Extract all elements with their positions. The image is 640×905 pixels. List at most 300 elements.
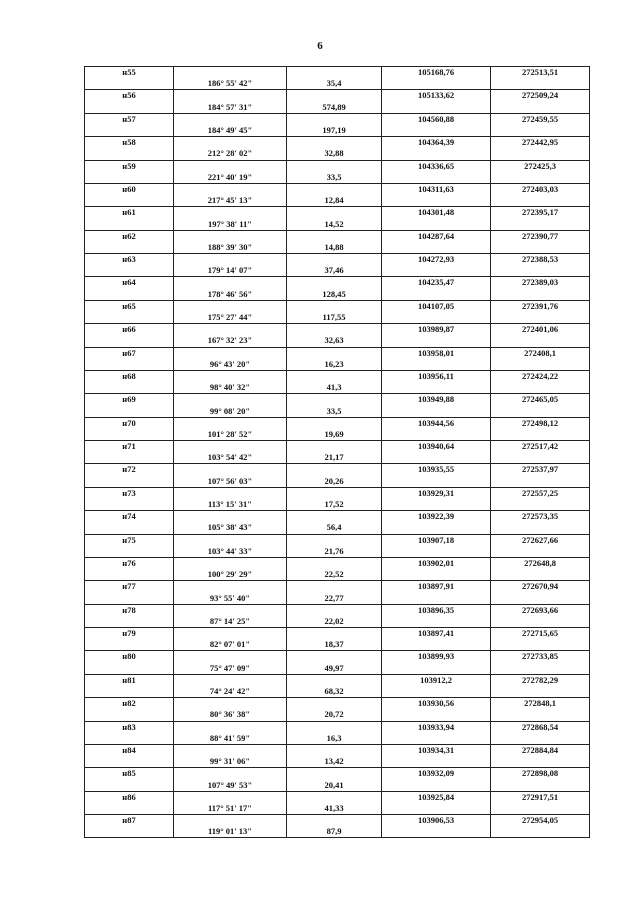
y-coordinate-cell-empty — [491, 826, 590, 838]
table-row — [85, 394, 590, 406]
table-row — [85, 815, 590, 827]
table-row — [85, 464, 590, 476]
distance-cell-empty — [287, 534, 382, 546]
angle-cell: 88° 41' 59" — [174, 733, 287, 745]
angle-cell-empty — [174, 67, 287, 79]
table-row — [85, 768, 590, 780]
point-name-cell: н75 — [85, 534, 174, 546]
table-row — [85, 277, 590, 289]
point-name-cell: н60 — [85, 183, 174, 195]
distance-cell: 21,17 — [287, 452, 382, 464]
distance-cell-empty — [287, 604, 382, 616]
x-coordinate-cell: 103989,87 — [382, 324, 491, 336]
angle-cell: 103° 54' 42" — [174, 452, 287, 464]
distance-cell-empty — [287, 744, 382, 756]
y-coordinate-cell-empty — [491, 686, 590, 698]
table-row — [85, 628, 590, 640]
point-name-cell: н59 — [85, 160, 174, 172]
table-row — [85, 172, 590, 184]
y-coordinate-cell-empty — [491, 242, 590, 254]
point-name-cell: н65 — [85, 300, 174, 312]
distance-cell: 19,69 — [287, 429, 382, 441]
table-row — [85, 289, 590, 301]
y-coordinate-cell: 272733,85 — [491, 651, 590, 663]
angle-cell-empty — [174, 207, 287, 219]
point-name-cell-empty — [85, 335, 174, 347]
distance-cell-empty — [287, 651, 382, 663]
table-row — [85, 405, 590, 417]
table-row — [85, 779, 590, 791]
table-row — [85, 487, 590, 499]
y-coordinate-cell: 272390,77 — [491, 230, 590, 242]
distance-cell-empty — [287, 768, 382, 780]
point-name-cell-empty — [85, 546, 174, 558]
y-coordinate-cell-empty — [491, 756, 590, 768]
x-coordinate-cell-empty — [382, 522, 491, 534]
point-name-cell: н74 — [85, 511, 174, 523]
distance-cell-empty — [287, 721, 382, 733]
distance-cell: 17,52 — [287, 499, 382, 511]
x-coordinate-cell: 104107,05 — [382, 300, 491, 312]
point-name-cell-empty — [85, 429, 174, 441]
distance-cell-empty — [287, 441, 382, 453]
distance-cell: 14,52 — [287, 218, 382, 230]
x-coordinate-cell-empty — [382, 289, 491, 301]
y-coordinate-cell: 272715,65 — [491, 628, 590, 640]
distance-cell: 574,89 — [287, 102, 382, 114]
y-coordinate-cell: 272573,35 — [491, 511, 590, 523]
table-row — [85, 686, 590, 698]
table-row — [85, 709, 590, 721]
table-row — [85, 826, 590, 838]
y-coordinate-cell: 272557,25 — [491, 487, 590, 499]
point-name-cell: н63 — [85, 254, 174, 266]
table-row — [85, 312, 590, 324]
point-name-cell: н87 — [85, 815, 174, 827]
y-coordinate-cell-empty — [491, 546, 590, 558]
angle-cell: 175° 27' 44" — [174, 312, 287, 324]
distance-cell: 37,46 — [287, 265, 382, 277]
x-coordinate-cell-empty — [382, 733, 491, 745]
x-coordinate-cell-empty — [382, 779, 491, 791]
angle-cell: 217° 45' 13" — [174, 195, 287, 207]
x-coordinate-cell-empty — [382, 429, 491, 441]
distance-cell: 41,3 — [287, 382, 382, 394]
x-coordinate-cell: 103925,84 — [382, 791, 491, 803]
y-coordinate-cell: 272537,97 — [491, 464, 590, 476]
x-coordinate-cell-empty — [382, 616, 491, 628]
table-row — [85, 218, 590, 230]
distance-cell: 18,37 — [287, 639, 382, 651]
x-coordinate-cell: 104311,63 — [382, 183, 491, 195]
distance-cell: 22,52 — [287, 569, 382, 581]
distance-cell-empty — [287, 511, 382, 523]
y-coordinate-cell: 272884,84 — [491, 744, 590, 756]
distance-cell-empty — [287, 137, 382, 149]
point-name-cell: н55 — [85, 67, 174, 79]
distance-cell: 56,4 — [287, 522, 382, 534]
table-row — [85, 429, 590, 441]
distance-cell: 22,02 — [287, 616, 382, 628]
angle-cell: 119° 01' 13" — [174, 826, 287, 838]
table-row — [85, 441, 590, 453]
x-coordinate-cell: 103930,56 — [382, 698, 491, 710]
angle-cell-empty — [174, 160, 287, 172]
angle-cell-empty — [174, 277, 287, 289]
distance-cell-empty — [287, 557, 382, 569]
table-row — [85, 557, 590, 569]
point-name-cell-empty — [85, 312, 174, 324]
table-row — [85, 476, 590, 488]
x-coordinate-cell-empty — [382, 546, 491, 558]
angle-cell-empty — [174, 815, 287, 827]
x-coordinate-cell: 103912,2 — [382, 674, 491, 686]
x-coordinate-cell: 104301,48 — [382, 207, 491, 219]
angle-cell-empty — [174, 651, 287, 663]
table-row — [85, 300, 590, 312]
table-row — [85, 569, 590, 581]
x-coordinate-cell-empty — [382, 826, 491, 838]
distance-cell-empty — [287, 487, 382, 499]
table-row — [85, 102, 590, 114]
angle-cell: 186° 55' 42" — [174, 78, 287, 90]
distance-cell-empty — [287, 90, 382, 102]
y-coordinate-cell-empty — [491, 265, 590, 277]
distance-cell-empty — [287, 254, 382, 266]
y-coordinate-cell: 272693,66 — [491, 604, 590, 616]
y-coordinate-cell-empty — [491, 429, 590, 441]
x-coordinate-cell-empty — [382, 476, 491, 488]
y-coordinate-cell: 272513,51 — [491, 67, 590, 79]
y-coordinate-cell-empty — [491, 405, 590, 417]
x-coordinate-cell-empty — [382, 359, 491, 371]
table-row — [85, 125, 590, 137]
x-coordinate-cell-empty — [382, 218, 491, 230]
point-name-cell-empty — [85, 616, 174, 628]
x-coordinate-cell: 103933,94 — [382, 721, 491, 733]
angle-cell: 99° 08' 20" — [174, 405, 287, 417]
point-name-cell-empty — [85, 733, 174, 745]
table-row — [85, 639, 590, 651]
x-coordinate-cell-empty — [382, 756, 491, 768]
point-name-cell-empty — [85, 452, 174, 464]
distance-cell-empty — [287, 370, 382, 382]
point-name-cell: н85 — [85, 768, 174, 780]
x-coordinate-cell: 103934,31 — [382, 744, 491, 756]
y-coordinate-cell-empty — [491, 172, 590, 184]
coordinates-table — [84, 66, 590, 838]
distance-cell: 13,42 — [287, 756, 382, 768]
y-coordinate-cell-empty — [491, 639, 590, 651]
distance-cell-empty — [287, 230, 382, 242]
point-name-cell: н62 — [85, 230, 174, 242]
point-name-cell: н67 — [85, 347, 174, 359]
angle-cell: 75° 47' 09" — [174, 663, 287, 675]
distance-cell-empty — [287, 417, 382, 429]
table-row — [85, 592, 590, 604]
angle-cell-empty — [174, 744, 287, 756]
angle-cell-empty — [174, 698, 287, 710]
y-coordinate-cell: 272395,17 — [491, 207, 590, 219]
y-coordinate-cell-empty — [491, 78, 590, 90]
point-name-cell-empty — [85, 779, 174, 791]
distance-cell-empty — [287, 791, 382, 803]
y-coordinate-cell: 272517,42 — [491, 441, 590, 453]
table-row — [85, 744, 590, 756]
point-name-cell-empty — [85, 499, 174, 511]
table-row — [85, 791, 590, 803]
x-coordinate-cell-empty — [382, 312, 491, 324]
table-row — [85, 265, 590, 277]
x-coordinate-cell: 105168,76 — [382, 67, 491, 79]
angle-cell: 179° 14' 07" — [174, 265, 287, 277]
table-row — [85, 499, 590, 511]
distance-cell: 41,33 — [287, 803, 382, 815]
table-row — [85, 417, 590, 429]
angle-cell-empty — [174, 417, 287, 429]
y-coordinate-cell-empty — [491, 359, 590, 371]
distance-cell-empty — [287, 628, 382, 640]
angle-cell-empty — [174, 90, 287, 102]
x-coordinate-cell: 103958,01 — [382, 347, 491, 359]
table-row — [85, 67, 590, 79]
point-name-cell: н84 — [85, 744, 174, 756]
x-coordinate-cell-empty — [382, 569, 491, 581]
angle-cell: 221° 40' 19" — [174, 172, 287, 184]
x-coordinate-cell: 104272,93 — [382, 254, 491, 266]
point-name-cell-empty — [85, 476, 174, 488]
table-row — [85, 534, 590, 546]
distance-cell-empty — [287, 815, 382, 827]
table-row — [85, 359, 590, 371]
y-coordinate-cell: 272403,03 — [491, 183, 590, 195]
y-coordinate-cell: 272954,05 — [491, 815, 590, 827]
x-coordinate-cell-empty — [382, 102, 491, 114]
x-coordinate-cell-empty — [382, 148, 491, 160]
distance-cell-empty — [287, 300, 382, 312]
angle-cell-empty — [174, 441, 287, 453]
point-name-cell-empty — [85, 78, 174, 90]
table-row — [85, 452, 590, 464]
x-coordinate-cell-empty — [382, 709, 491, 721]
y-coordinate-cell-empty — [491, 218, 590, 230]
x-coordinate-cell: 103902,01 — [382, 557, 491, 569]
distance-cell: 33,5 — [287, 405, 382, 417]
point-name-cell-empty — [85, 289, 174, 301]
point-name-cell: н82 — [85, 698, 174, 710]
angle-cell-empty — [174, 628, 287, 640]
angle-cell: 188° 39' 30" — [174, 242, 287, 254]
angle-cell: 103° 44' 33" — [174, 546, 287, 558]
y-coordinate-cell: 272898,08 — [491, 768, 590, 780]
angle-cell: 117° 51' 17" — [174, 803, 287, 815]
distance-cell-empty — [287, 67, 382, 79]
x-coordinate-cell-empty — [382, 172, 491, 184]
y-coordinate-cell: 272782,29 — [491, 674, 590, 686]
table-row — [85, 183, 590, 195]
x-coordinate-cell-empty — [382, 382, 491, 394]
y-coordinate-cell-empty — [491, 499, 590, 511]
table-row — [85, 756, 590, 768]
angle-cell: 113° 15' 31" — [174, 499, 287, 511]
table-row — [85, 195, 590, 207]
x-coordinate-cell-empty — [382, 78, 491, 90]
distance-cell: 32,63 — [287, 335, 382, 347]
y-coordinate-cell: 272424,22 — [491, 370, 590, 382]
x-coordinate-cell-empty — [382, 242, 491, 254]
distance-cell-empty — [287, 183, 382, 195]
x-coordinate-cell: 103897,91 — [382, 581, 491, 593]
angle-cell: 107° 56' 03" — [174, 476, 287, 488]
angle-cell-empty — [174, 254, 287, 266]
y-coordinate-cell-empty — [491, 195, 590, 207]
table-row — [85, 511, 590, 523]
y-coordinate-cell-empty — [491, 452, 590, 464]
point-name-cell: н81 — [85, 674, 174, 686]
y-coordinate-cell: 272401,06 — [491, 324, 590, 336]
distance-cell-empty — [287, 207, 382, 219]
y-coordinate-cell-empty — [491, 102, 590, 114]
y-coordinate-cell-empty — [491, 779, 590, 791]
angle-cell: 99° 31' 06" — [174, 756, 287, 768]
angle-cell: 74° 24' 42" — [174, 686, 287, 698]
y-coordinate-cell-empty — [491, 709, 590, 721]
table-row — [85, 663, 590, 675]
point-name-cell: н66 — [85, 324, 174, 336]
point-name-cell: н68 — [85, 370, 174, 382]
distance-cell-empty — [287, 394, 382, 406]
angle-cell: 184° 49' 45" — [174, 125, 287, 137]
point-name-cell-empty — [85, 756, 174, 768]
point-name-cell-empty — [85, 803, 174, 815]
x-coordinate-cell: 103922,39 — [382, 511, 491, 523]
x-coordinate-cell: 103935,55 — [382, 464, 491, 476]
angle-cell: 80° 36' 38" — [174, 709, 287, 721]
angle-cell-empty — [174, 604, 287, 616]
distance-cell-empty — [287, 581, 382, 593]
angle-cell-empty — [174, 768, 287, 780]
distance-cell-empty — [287, 113, 382, 125]
point-name-cell-empty — [85, 592, 174, 604]
distance-cell: 128,45 — [287, 289, 382, 301]
table-row — [85, 721, 590, 733]
x-coordinate-cell: 103944,56 — [382, 417, 491, 429]
x-coordinate-cell-empty — [382, 452, 491, 464]
y-coordinate-cell: 272498,12 — [491, 417, 590, 429]
y-coordinate-cell-empty — [491, 592, 590, 604]
x-coordinate-cell: 103896,35 — [382, 604, 491, 616]
distance-cell: 14,88 — [287, 242, 382, 254]
table-row — [85, 733, 590, 745]
angle-cell-empty — [174, 721, 287, 733]
angle-cell: 100° 29' 29" — [174, 569, 287, 581]
y-coordinate-cell-empty — [491, 803, 590, 815]
distance-cell-empty — [287, 160, 382, 172]
table-row — [85, 324, 590, 336]
point-name-cell-empty — [85, 148, 174, 160]
point-name-cell: н79 — [85, 628, 174, 640]
point-name-cell: н83 — [85, 721, 174, 733]
table-row — [85, 335, 590, 347]
table-row — [85, 254, 590, 266]
x-coordinate-cell: 104336,65 — [382, 160, 491, 172]
y-coordinate-cell: 272388,53 — [491, 254, 590, 266]
table-row — [85, 546, 590, 558]
angle-cell-empty — [174, 324, 287, 336]
point-name-cell: н73 — [85, 487, 174, 499]
point-name-cell: н72 — [85, 464, 174, 476]
angle-cell-empty — [174, 791, 287, 803]
point-name-cell-empty — [85, 102, 174, 114]
point-name-cell: н78 — [85, 604, 174, 616]
distance-cell: 49,97 — [287, 663, 382, 675]
point-name-cell-empty — [85, 242, 174, 254]
point-name-cell-empty — [85, 826, 174, 838]
distance-cell-empty — [287, 277, 382, 289]
y-coordinate-cell-empty — [491, 569, 590, 581]
point-name-cell: н70 — [85, 417, 174, 429]
y-coordinate-cell-empty — [491, 522, 590, 534]
table-row — [85, 581, 590, 593]
y-coordinate-cell-empty — [491, 148, 590, 160]
x-coordinate-cell: 104560,88 — [382, 113, 491, 125]
table-row — [85, 674, 590, 686]
y-coordinate-cell: 272670,94 — [491, 581, 590, 593]
point-name-cell-empty — [85, 686, 174, 698]
page-number: 6 — [317, 40, 323, 52]
distance-cell: 197,19 — [287, 125, 382, 137]
angle-cell: 87° 14' 25" — [174, 616, 287, 628]
distance-cell-empty — [287, 698, 382, 710]
x-coordinate-cell: 103940,64 — [382, 441, 491, 453]
angle-cell: 184° 57' 31" — [174, 102, 287, 114]
point-name-cell: н64 — [85, 277, 174, 289]
angle-cell-empty — [174, 137, 287, 149]
y-coordinate-cell-empty — [491, 663, 590, 675]
angle-cell-empty — [174, 230, 287, 242]
y-coordinate-cell-empty — [491, 733, 590, 745]
x-coordinate-cell: 103907,18 — [382, 534, 491, 546]
y-coordinate-cell-empty — [491, 289, 590, 301]
x-coordinate-cell-empty — [382, 125, 491, 137]
x-coordinate-cell: 104364,39 — [382, 137, 491, 149]
angle-cell-empty — [174, 113, 287, 125]
distance-cell: 20,41 — [287, 779, 382, 791]
table-row — [85, 160, 590, 172]
point-name-cell-empty — [85, 265, 174, 277]
point-name-cell: н86 — [85, 791, 174, 803]
point-name-cell-empty — [85, 382, 174, 394]
table-row — [85, 370, 590, 382]
x-coordinate-cell: 103929,31 — [382, 487, 491, 499]
distance-cell: 33,5 — [287, 172, 382, 184]
angle-cell: 167° 32' 23" — [174, 335, 287, 347]
angle-cell: 105° 38' 43" — [174, 522, 287, 534]
point-name-cell: н80 — [85, 651, 174, 663]
x-coordinate-cell-empty — [382, 335, 491, 347]
table-row — [85, 616, 590, 628]
angle-cell: 212° 28' 02" — [174, 148, 287, 160]
x-coordinate-cell-empty — [382, 265, 491, 277]
point-name-cell-empty — [85, 195, 174, 207]
angle-cell: 93° 55' 40" — [174, 592, 287, 604]
x-coordinate-cell: 103906,53 — [382, 815, 491, 827]
x-coordinate-cell-empty — [382, 663, 491, 675]
angle-cell: 197° 38' 11" — [174, 218, 287, 230]
point-name-cell-empty — [85, 405, 174, 417]
x-coordinate-cell: 103897,41 — [382, 628, 491, 640]
distance-cell: 21,76 — [287, 546, 382, 558]
